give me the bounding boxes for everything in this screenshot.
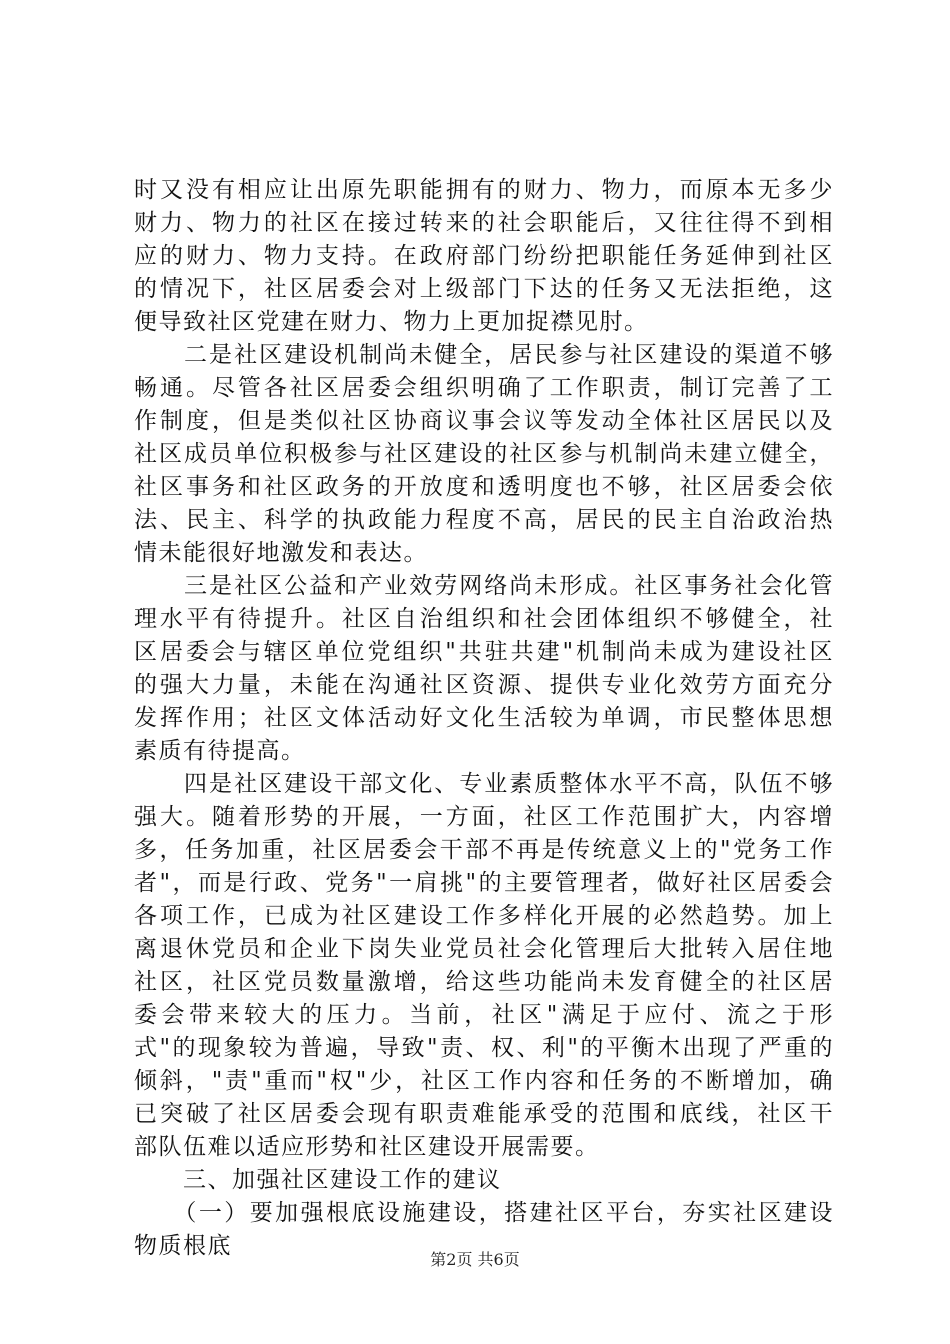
text-line: 倾斜，"责"重而"权"少，社区工作内容和任务的不断增加，确 <box>134 1068 834 1094</box>
text-line: 三是社区公益和产业效劳网络尚未形成。社区事务社会化管 <box>134 573 834 599</box>
text-line: 式"的现象较为普遍，导致"责、权、利"的平衡木出现了严重的 <box>134 1035 834 1061</box>
text-line: 应的财力、物力支持。在政府部门纷纷把职能任务延伸到社区 <box>134 243 834 269</box>
text-line: 区居委会与辖区单位党组织"共驻共建"机制尚未成为建设社区 <box>134 639 834 665</box>
text-line: 素质有待提高。 <box>134 738 306 764</box>
text-line: 时又没有相应让出原先职能拥有的财力、物力，而原本无多少 <box>134 177 834 203</box>
text-line: 发挥作用；社区文体活动好文化生活较为单调，市民整体思想 <box>134 705 834 731</box>
text-line: 畅通。尽管各社区居委会组织明确了工作职责，制订完善了工 <box>134 375 834 401</box>
text-line: 部队伍难以适应形势和社区建设开展需要。 <box>134 1134 600 1160</box>
text-line: 多，任务加重，社区居委会干部不再是传统意义上的"党务工作 <box>134 837 834 863</box>
text-line: 二是社区建设机制尚未健全，居民参与社区建设的渠道不够 <box>134 342 834 368</box>
subsection-heading: （一）要加强根底设施建设，搭建社区平台，夯实社区建设 <box>134 1200 834 1226</box>
text-line: 作制度，但是类似社区协商议事会议等发动全体社区居民以及 <box>134 408 834 434</box>
text-line: 社区事务和社区政务的开放度和透明度也不够，社区居委会依 <box>134 474 834 500</box>
text-line: 离退休党员和企业下岗失业党员社会化管理后大批转入居住地 <box>134 936 834 962</box>
text-line: 的强大力量，未能在沟通社区资源、提供专业化效劳方面充分 <box>134 672 834 698</box>
text-line: 四是社区建设干部文化、专业素质整体水平不高，队伍不够 <box>134 771 834 797</box>
section-heading: 三、加强社区建设工作的建议 <box>134 1167 502 1193</box>
text-line: 法、民主、科学的执政能力程度不高，居民的民主自治政治热 <box>134 507 834 533</box>
text-line: 便导致社区党建在财力、物力上更加捉襟见肘。 <box>134 309 649 335</box>
text-line: 各项工作，已成为社区建设工作多样化开展的必然趋势。加上 <box>134 903 834 929</box>
text-line: 已突破了社区居委会现有职责难能承受的范围和底线，社区干 <box>134 1101 834 1127</box>
page-number-footer: 第2页 共6页 <box>430 1250 520 1269</box>
text-line: 社区成员单位积极参与社区建设的社区参与机制尚未建立健全， <box>134 441 834 467</box>
text-line: 强大。随着形势的开展，一方面，社区工作范围扩大，内容增 <box>134 804 834 830</box>
text-line: 委会带来较大的压力。当前，社区"满足于应付、流之于形 <box>134 1002 834 1028</box>
document-body <box>134 174 834 1263</box>
text-line: 的情况下，社区居委会对上级部门下达的任务又无法拒绝，这 <box>134 276 834 302</box>
text-line: 财力、物力的社区在接过转来的社会职能后，又往往得不到相 <box>134 210 834 236</box>
text-line: 者"，而是行政、党务"一肩挑"的主要管理者，做好社区居委会 <box>134 870 834 896</box>
text-line: 情未能很好地激发和表达。 <box>134 540 428 566</box>
text-line: 理水平有待提升。社区自治组织和社会团体组织不够健全，社 <box>134 606 834 632</box>
subsection-heading-continued: 物质根底 <box>134 1233 232 1259</box>
text-line: 社区，社区党员数量激增，给这些功能尚未发育健全的社区居 <box>134 969 834 995</box>
